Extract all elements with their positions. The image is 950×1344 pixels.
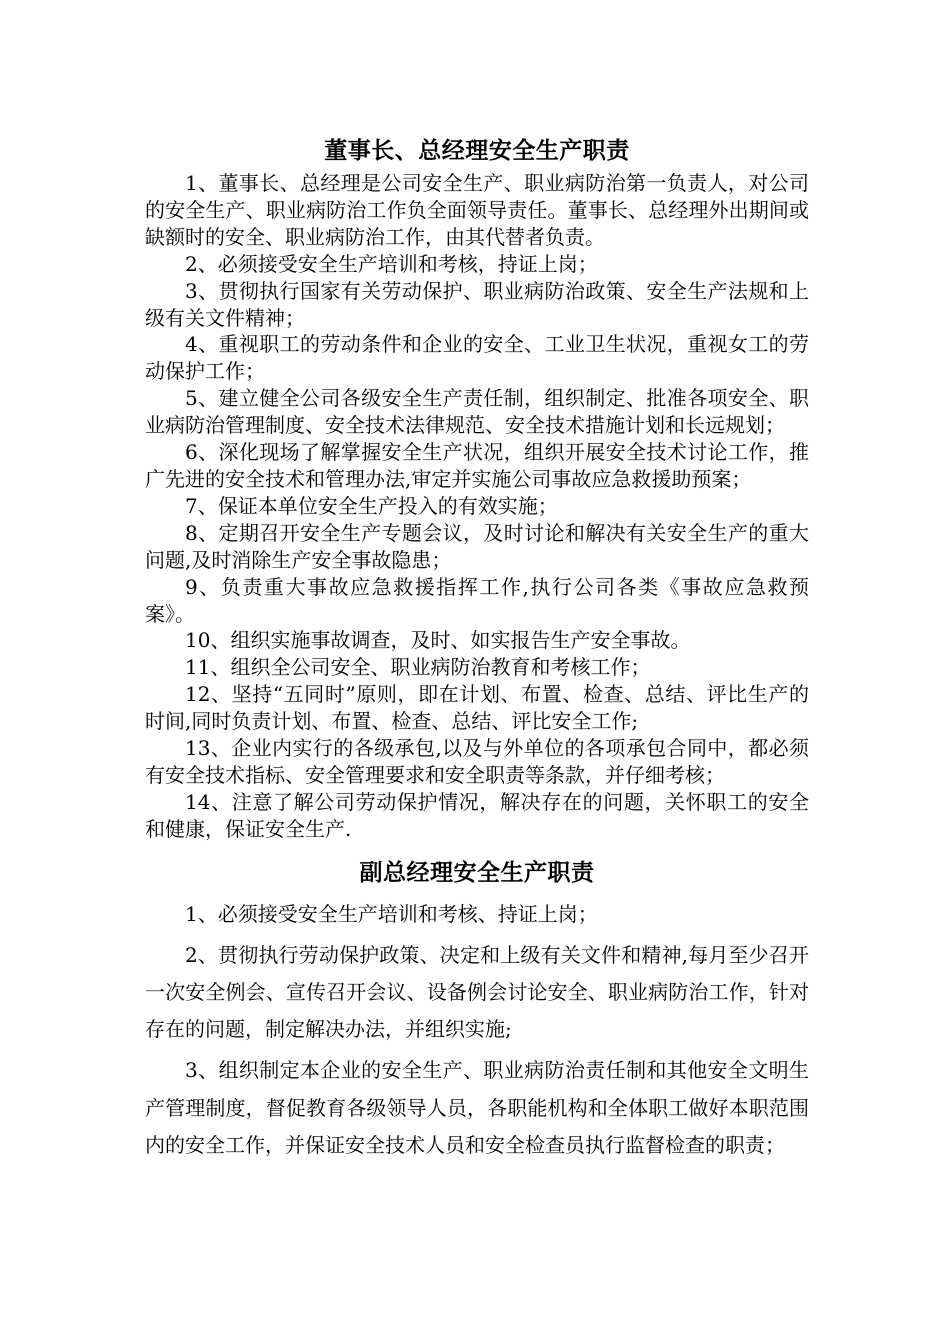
- duty-item: 6、深化现场了解掌握安全生产状况，组织开展安全技术讨论工作，推广先进的安全技术和管理办法,审定并实施公司事故应急救援助预案；: [145, 440, 809, 491]
- duty-item: 3、组织制定本企业的安全生产、职业病防治责任制和其他安全文明生产管理制度，督促教育各级领导人员，各职能机构和全体职工做好本职范围内的安全工作，并保证安全技术人员和安全检查员执行监督检查的职责；: [145, 1058, 809, 1157]
- duty-item: 1、董事长、总经理是公司安全生产、职业病防治第一负责人，对公司的安全生产、职业病防治工作负全面领导责任。董事长、总经理外出期间或缺额时的安全、职业病防治工作，由其代替者负责。: [145, 171, 809, 249]
- duty-item: 3、贯彻执行国家有关劳动保护、职业病防治政策、安全生产法规和上级有关文件精神；: [145, 278, 809, 330]
- duty-item: 13、企业内实行的各级承包,以及与外单位的各项承包合同中，都必须有安全技术指标、安全管理要求和安全职责等条款，并仔细考核；: [145, 736, 809, 787]
- chairman-duties-list: [145, 170, 809, 843]
- duty-item: 11、组织全公司安全、职业病防治教育和考核工作；: [185, 655, 651, 680]
- vice-gm-duties-list: [145, 896, 809, 1164]
- duty-item: 9、负责重大事故应急救援指挥工作,执行公司各类《事故应急救预案》。: [145, 574, 809, 626]
- section-title-chairman: 董事长、总经理安全生产职责: [324, 137, 630, 164]
- duty-item: 14、注意了解公司劳动保护情况，解决存在的问题，关怀职工的安全和健康，保证安全生产.: [145, 789, 809, 841]
- duty-item: 10、组织实施事故调查，及时、如实报告生产安全事故。: [185, 628, 691, 653]
- duty-item: 8、定期召开安全生产专题会议，及时讨论和解决有关安全生产的重大问题,及时消除生产安全事故隐患；: [145, 520, 809, 572]
- section-title-vice-gm: 副总经理安全生产职责: [359, 858, 595, 886]
- duty-item: 1、必须接受安全生产培训和考核、持证上岗；: [185, 901, 598, 926]
- document-content: [145, 132, 809, 1168]
- duty-item: 2、必须接受安全生产培训和考核，持证上岗；: [185, 251, 598, 276]
- duty-item: 2、贯彻执行劳动保护政策、决定和上级有关文件和精神,每月至少召开一次安全例会、宣传召开会议、设备例会讨论安全、职业病防治工作，针对存在的问题，制定解决办法，并组织实施;: [145, 942, 809, 1042]
- duty-item: 4、重视职工的劳动条件和企业的安全、工业卫生状况，重视女工的劳动保护工作；: [145, 332, 809, 384]
- duty-item: 12、坚持“五同时”原则，即在计划、布置、检查、总结、评比生产的时间,同时负责计划、布置、检查、总结、评比安全工作;: [145, 682, 809, 734]
- duty-item: 5、建立健全公司各级安全生产责任制，组织制定、批准各项安全、职业病防治管理制度、安全技术法律规范、安全技术措施计划和长远规划；: [145, 386, 809, 438]
- duty-item: 7、保证本单位安全生产投入的有效实施；: [185, 493, 558, 518]
